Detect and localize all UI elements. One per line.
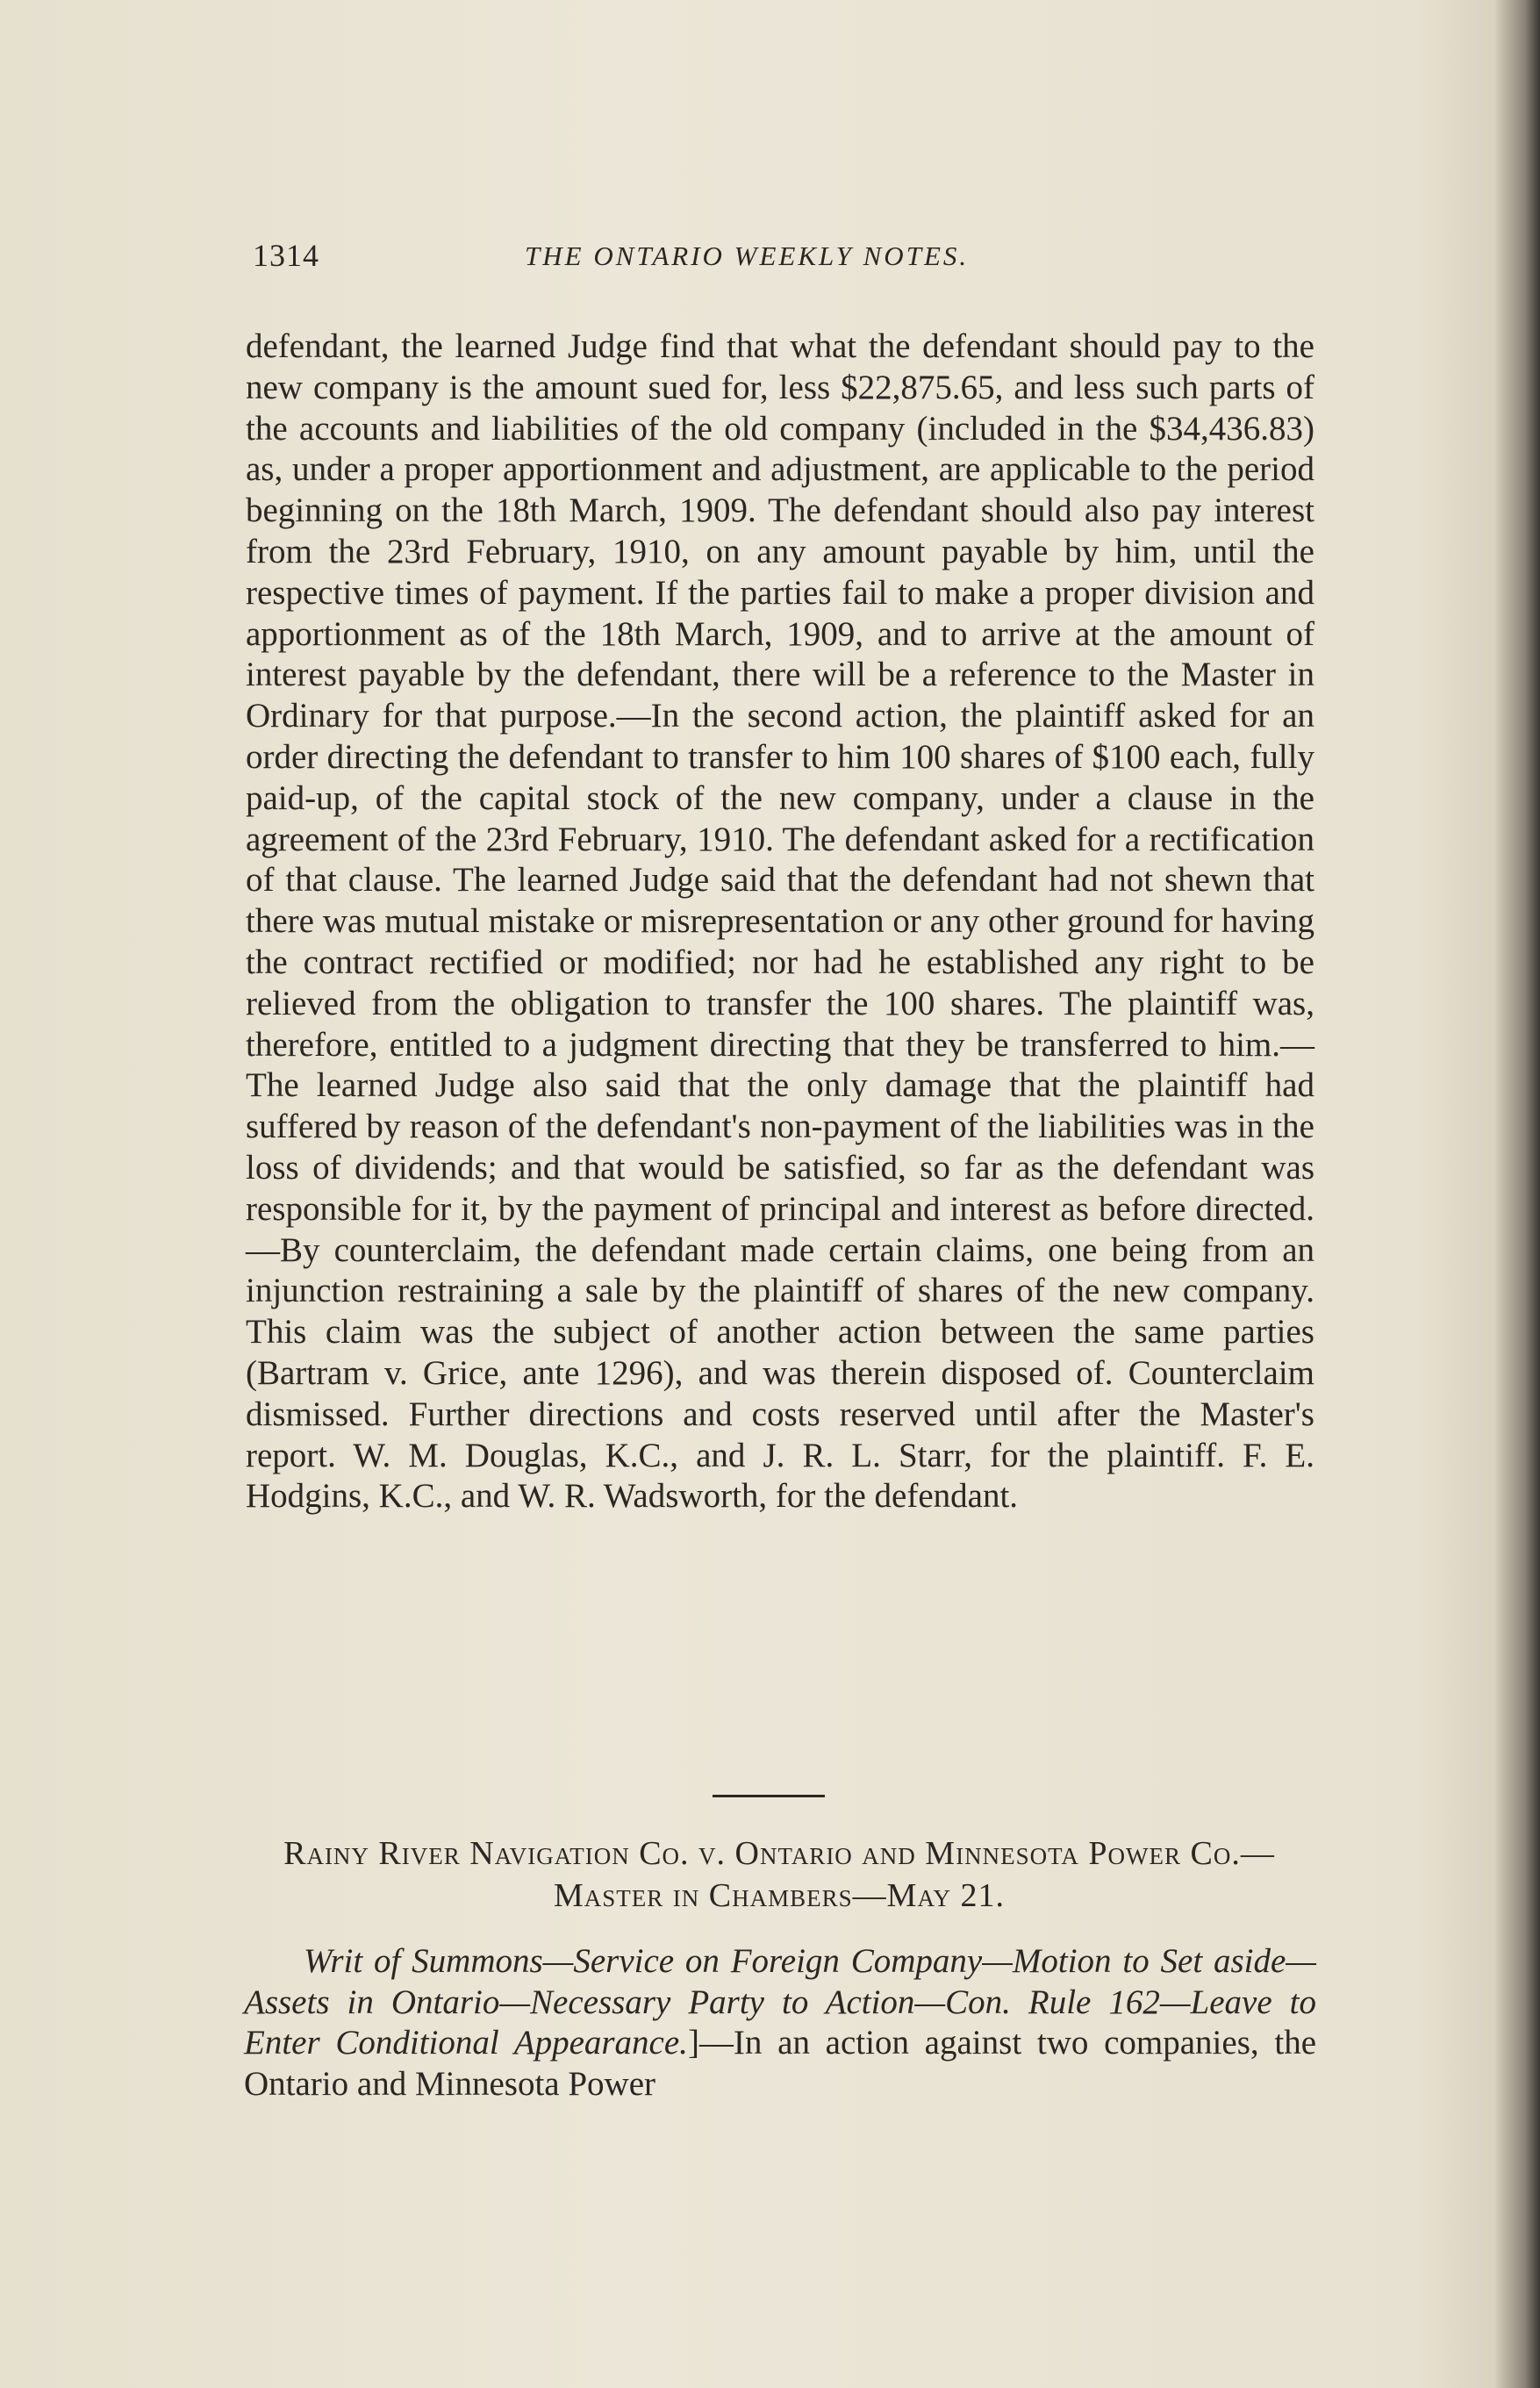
- headnote-text: ]—In an action against two companies, the Ontario and Minnesota Power: [244, 2024, 1317, 2103]
- running-title: THE ONTARIO WEEKLY NOTES.: [525, 240, 970, 271]
- headnote-catchwords: Writ of Summons—Service on Foreign Company—Motion to Set aside—Assets in Ontario—Necessary Party to Action—Con. Rule 162—Leave to Enter Conditional Appearance.: [244, 1942, 1316, 2062]
- page-number: 1314: [253, 238, 319, 273]
- section-divider: [713, 1795, 825, 1797]
- case-title: Rainy River Navigation Co. v. Ontario and Minnesota Power Co.—Master in Chambers—May 21.: [283, 1835, 1275, 1914]
- headnote: [244, 1941, 1316, 2105]
- body-paragraph: defendant, the learned Judge find that what the defendant should pay to the new company is the amount sued for, less $22,875.65, and less such parts of the accounts and liabilities of the old company (included in the $34,436.83) as, under a proper apportionment and adjustment, are applicable to the period beginning on the 18th March, 1909. The defendant should also pay interest from the 23rd February, 1910, on any amount payable by him, until the respective times of payment. If the parties fail to make a proper division and apportionment as of the 18th March, 1909, and to arrive at the amount of interest payable by the defendant, there will be a reference to the Master in Ordinary for that purpose.—In the second action, the plaintiff asked for an order directing the defendant to transfer to him 100 shares of $100 each, fully paid-up, of the capital stock of the new company, under a clause in the agreement of the 23rd February, 1910. The defendant asked for a rectification of that clause. The learned Judge said that the defendant had not shewn that there was mutual mistake or misrepresentation or any other ground for having the contract rectified or modified; nor had he established any right to be relieved from the obligation to transfer the 100 shares. The plaintiff was, therefore, entitled to a judgment directing that they be transferred to him.—The learned Judge also said that the only damage that the plaintiff had suffered by reason of the defendant's non-payment of the liabilities was in the loss of dividends; and that would be satisfied, so far as the defendant was responsible for it, by the payment of principal and interest as before directed.—By counterclaim, the defendant made certain claims, one being from an injunction restraining a sale by the plaintiff of shares of the new company. This claim was the subject of another action between the same parties (Bartram v. Grice, ante 1296), and was therein disposed of. Counterclaim dismissed. Further directions and costs reserved until after the Master's report. W. M. Douglas, K.C., and J. R. L. Starr, for the plaintiff. F. E. Hodgins, K.C., and W. R. Wadsworth, for the defendant.: [246, 327, 1314, 1516]
- page-header: [253, 237, 1314, 281]
